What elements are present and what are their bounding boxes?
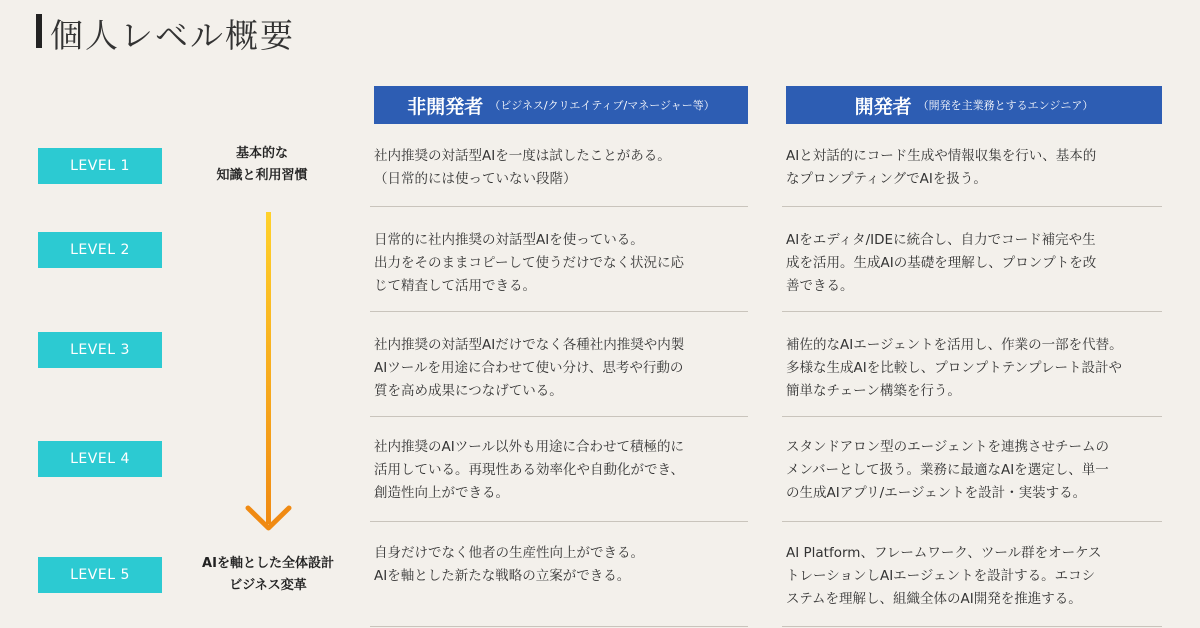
row-divider: [782, 521, 1162, 522]
description-line: 自身だけでなく他者の生産性向上ができる。: [374, 545, 644, 561]
axis-bottom-line2: ビジネス変革: [229, 578, 307, 593]
level-1-developer-description: [786, 145, 1162, 191]
column-header-sublabel: （開発を主業務とするエンジニア）: [917, 99, 1094, 112]
row-divider: [782, 206, 1162, 207]
description-line: 社内推奨のAIツール以外も用途に合わせて積極的に: [374, 439, 684, 455]
description-line: 創造性向上ができる。: [374, 485, 509, 501]
level-badge-2: LEVEL 2: [38, 232, 162, 268]
column-header-non-developer: [374, 86, 748, 124]
level-4-developer-description: [786, 436, 1162, 505]
description-line: 多様な生成AIを比較し、プロンプトテンプレート設計や: [786, 360, 1123, 376]
row-divider: [782, 626, 1162, 627]
level-5-developer-description: [786, 542, 1162, 611]
level-2-non-developer-description: [374, 229, 748, 298]
axis-bottom-label: [188, 553, 348, 597]
level-1-non-developer-description: [374, 145, 748, 191]
row-divider: [370, 521, 748, 522]
description-line: 社内推奨の対話型AIだけでなく各種社内推奨や内製: [374, 337, 685, 353]
level-3-developer-description: [786, 334, 1162, 403]
description-line: AIと対話的にコード生成や情報収集を行い、基本的: [786, 148, 1097, 164]
description-line: AIツールを用途に合わせて使い分け、思考や行動の: [374, 360, 684, 376]
axis-top-label: [192, 143, 332, 187]
row-divider: [370, 416, 748, 417]
title-accent-bar: [36, 14, 42, 48]
description-line: トレーションしAIエージェントを設計する。エコシ: [786, 568, 1096, 584]
description-line: ステムを理解し、組織全体のAI開発を推進する。: [786, 591, 1082, 607]
description-line: の生成AIアプリ/エージェントを設計・実装する。: [786, 485, 1087, 501]
level-2-developer-description: [786, 229, 1162, 298]
description-line: AI Platform、フレームワーク、ツール群をオーケス: [786, 545, 1102, 561]
description-line: 善できる。: [786, 278, 854, 294]
column-header-sublabel: （ビジネス/クリエイティブ/マネージャー等）: [489, 99, 715, 112]
row-divider: [370, 206, 748, 207]
column-header-developer: [786, 86, 1162, 124]
description-line: じて精査して活用できる。: [374, 278, 536, 294]
row-divider: [782, 311, 1162, 312]
description-line: 成を活用。生成AIの基礎を理解し、プロンプトを改: [786, 255, 1097, 271]
level-badge-5: LEVEL 5: [38, 557, 162, 593]
axis-bottom-line1: AIを軸とした全体設計: [202, 556, 334, 571]
level-4-non-developer-description: [374, 436, 748, 505]
description-line: （日常的には使っていない段階）: [374, 171, 577, 187]
description-line: 日常的に社内推奨の対話型AIを使っている。: [374, 232, 644, 248]
column-header-label: 非開発者: [407, 95, 484, 118]
column-header-label: 開発者: [854, 95, 912, 118]
description-line: 簡単なチェーン構築を行う。: [786, 383, 961, 399]
level-3-non-developer-description: [374, 334, 748, 403]
axis-top-line2: 知識と利用習慣: [216, 168, 308, 183]
level-badge-3: LEVEL 3: [38, 332, 162, 368]
progression-arrow-icon: [240, 206, 296, 536]
level-badge-4: LEVEL 4: [38, 441, 162, 477]
level-5-non-developer-description: [374, 542, 748, 588]
page-title: 個人レベル概要: [50, 16, 295, 55]
description-line: 活用している。再現性ある効率化や自動化ができ、: [374, 462, 684, 478]
description-line: 出力をそのままコピーして使うだけでなく状況に応: [374, 255, 684, 271]
description-line: スタンドアロン型のエージェントを連携させチームの: [786, 439, 1110, 455]
description-line: AIを軸とした新たな戦略の立案ができる。: [374, 568, 631, 584]
level-badge-1: LEVEL 1: [38, 148, 162, 184]
description-line: 質を高め成果につなげている。: [374, 383, 563, 399]
axis-top-line1: 基本的な: [235, 146, 288, 161]
row-divider: [782, 416, 1162, 417]
row-divider: [370, 626, 748, 627]
description-line: AIをエディタ/IDEに統合し、自力でコード補完や生: [786, 232, 1096, 248]
description-line: なプロンプティングでAIを扱う。: [786, 171, 987, 187]
description-line: メンバーとして扱う。業務に最適なAIを選定し、単一: [786, 462, 1109, 478]
row-divider: [370, 311, 748, 312]
description-line: 補佐的なAIエージェントを活用し、作業の一部を代替。: [786, 337, 1123, 353]
description-line: 社内推奨の対話型AIを一度は試したことがある。: [374, 148, 671, 164]
